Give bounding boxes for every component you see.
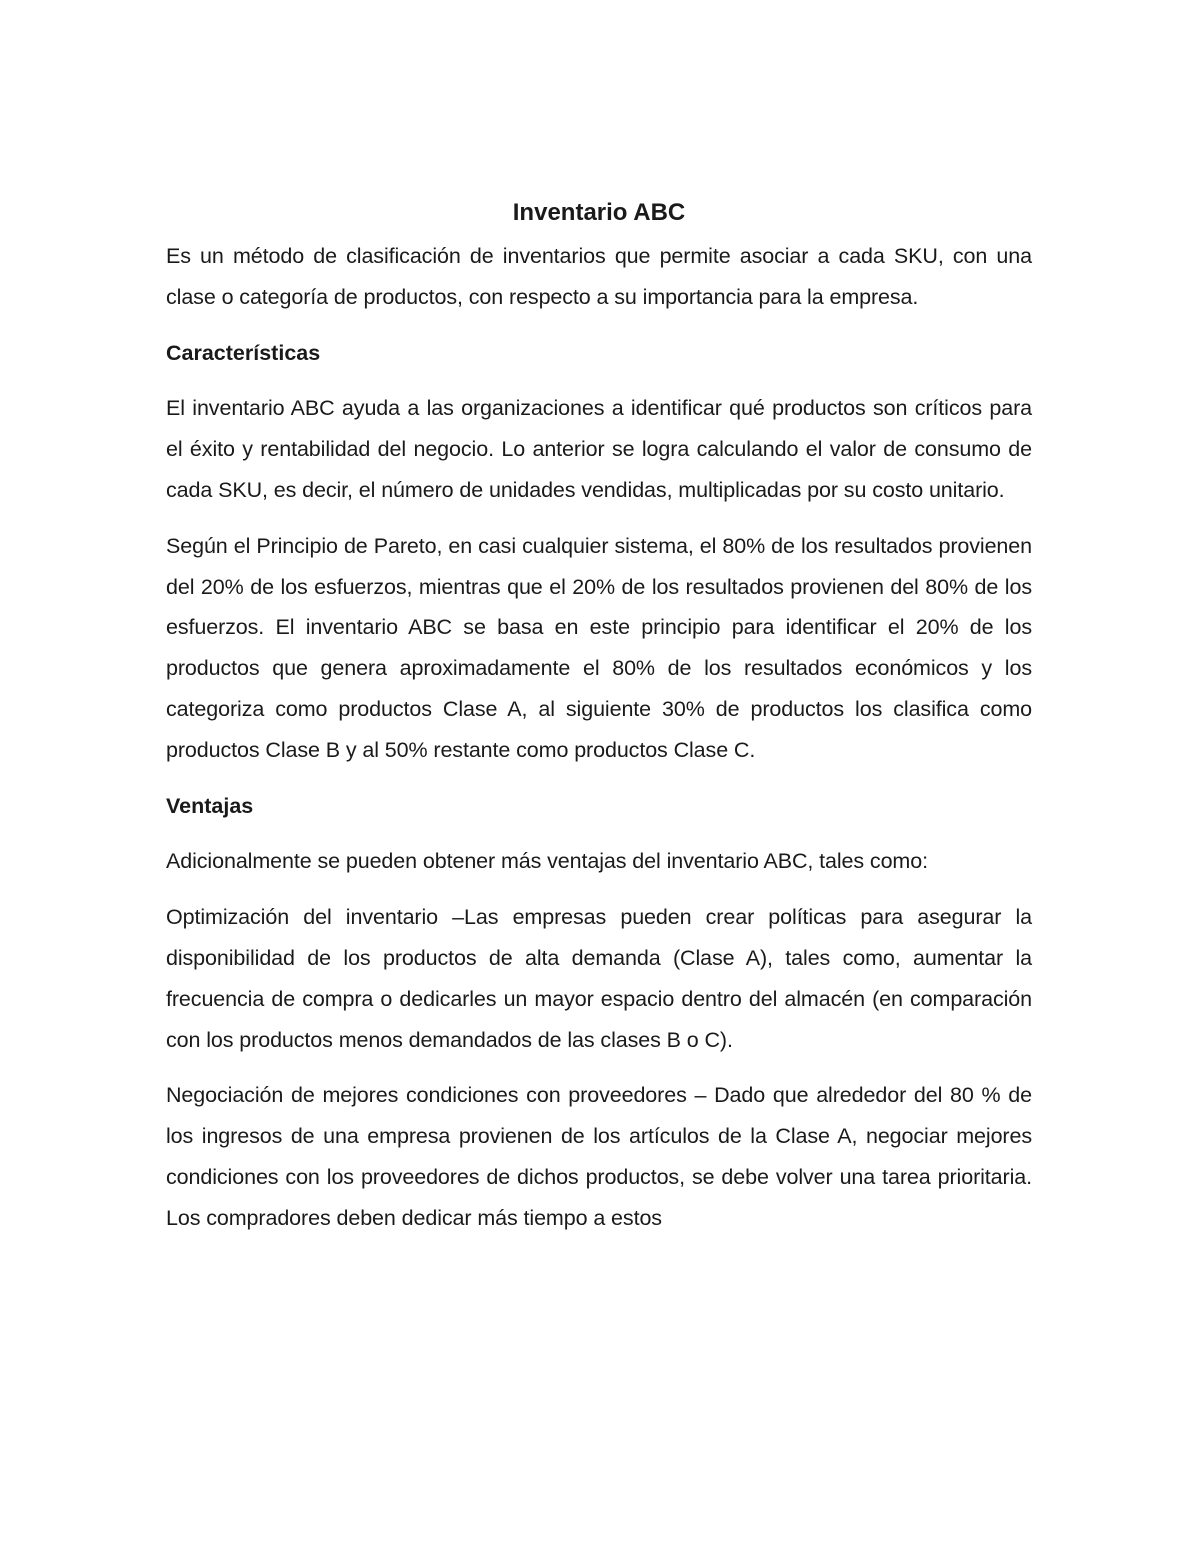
section-heading-ventajas: Ventajas (166, 793, 254, 818)
document-title: Inventario ABC (512, 199, 686, 226)
caracteristicas-paragraph-1: El inventario ABC ayuda a las organizaciones a identificar qué productos son críticos para el éxito y rentabilidad del negocio. Lo anterior se logra calculando el valor de consumo de cada SKU, es decir, el número de unidades vendidas, multiplicadas por su costo unitario. (166, 396, 1032, 502)
ventajas-paragraph-3: Negociación de mejores condiciones con proveedores – Dado que alrededor del 80 % de los ingresos de una empresa provienen de los artículos de la Clase A, negociar mejores condiciones con los proveedores de dichos productos, se debe volver una tarea prioritaria. Los compradores deben dedicar más tiempo a estos (166, 1083, 1032, 1230)
intro-paragraph: Es un método de clasificación de inventarios que permite asociar a cada SKU, con una clase o categoría de productos, con respecto a su importancia para la empresa. (166, 244, 1032, 309)
caracteristicas-paragraph-2: Según el Principio de Pareto, en casi cualquier sistema, el 80% de los resultados provienen del 20% de los esfuerzos, mientras que el 20% de los resultados provienen del 80% de los esfuerzos. El inventario ABC se basa en este principio para identificar el 20% de los productos que genera aproximadamente el 80% de los resultados económicos y los categoriza como productos Clase A, al siguiente 30% de productos los clasifica como productos Clase B y al 50% restante como productos Clase C. (166, 533, 1032, 762)
ventajas-paragraph-2: Optimización del inventario –Las empresas pueden crear políticas para asegurar la disponibilidad de los productos de alta demanda (Clase A), tales como, aumentar la frecuencia de compra o dedicarles un mayor espacio dentro del almacén (en comparación con los productos menos demandados de las clases B o C). (166, 905, 1032, 1052)
document-body (166, 196, 1032, 1239)
ventajas-paragraph-1: Adicionalmente se pueden obtener más ventajas del inventario ABC, tales como: (166, 849, 928, 874)
section-heading-caracteristicas: Características (166, 340, 321, 365)
